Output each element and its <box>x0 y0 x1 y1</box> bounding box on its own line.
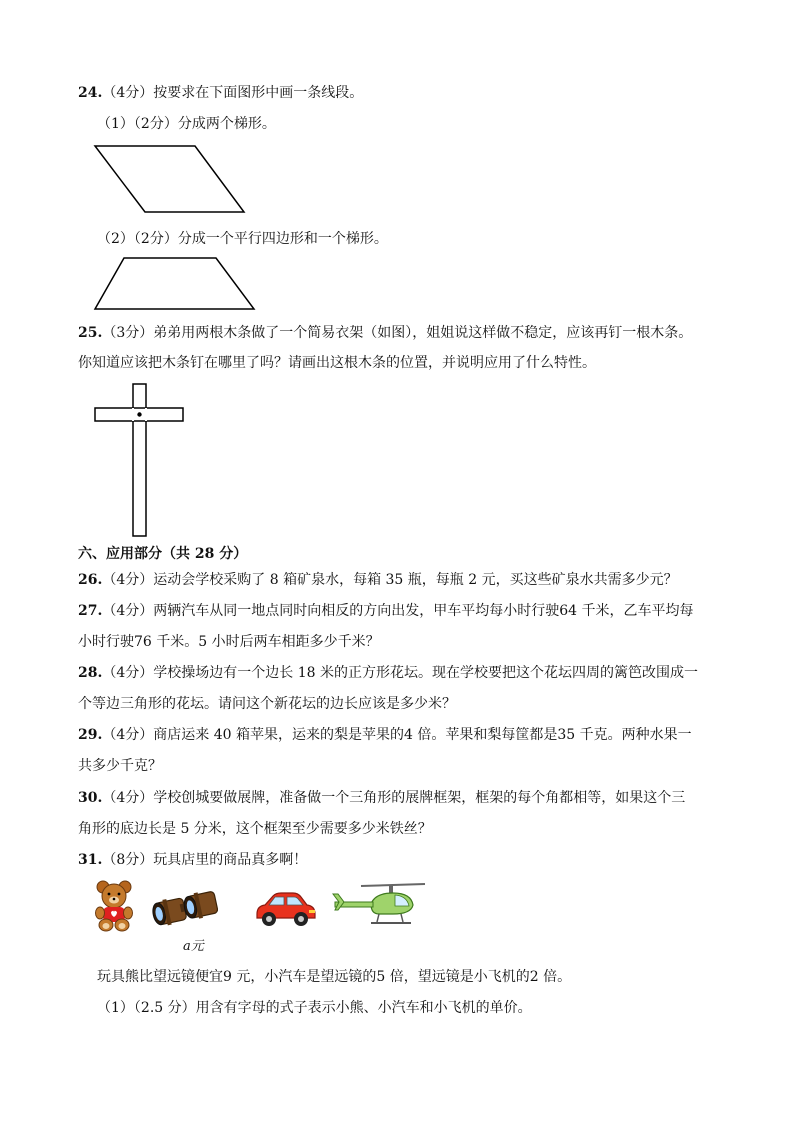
q31-sub1: （1）（2.5 分）用含有字母的式子表示小熊、小汽车和小飞机的单价。 <box>97 1000 532 1016</box>
q28-text2: 个等边三角形的花坛。请问这个新花坛的边长应该是多少米？ <box>78 696 456 712</box>
q28-stem-line1 <box>78 663 698 683</box>
q26-stem <box>78 570 678 590</box>
q25-number: 25. <box>78 325 103 341</box>
binoculars-icon <box>151 885 223 935</box>
q25-text1: （3分）弟弟用两根木条做了一个简易衣架（如图），姐姐说这样做不稳定，应该再钉一根木条。 <box>102 325 693 341</box>
q30-number: 30. <box>78 790 103 806</box>
q29-number: 29. <box>78 727 103 743</box>
section6-title: 六、应用部分（共 28 分） <box>78 546 248 562</box>
q24-sub2: （2）（2分）分成一个平行四边形和一个梯形。 <box>97 231 388 247</box>
q24-sub1: （1）（2分）分成两个梯形。 <box>97 116 276 132</box>
q31-number: 31. <box>78 852 103 868</box>
q30-text1: （4分）学校创城要做展牌，准备做一个三角形的展牌框架，框架的每个角都相等，如果这个三 <box>102 790 686 806</box>
q28-text1: （4分）学校操场边有一个边长 18 米的正方形花坛。现在学校要把这个花坛四周的篱笆改围成一 <box>102 665 698 681</box>
q27-text2: 小时行驶76 千米。5 小时后两车相距多少千米？ <box>78 634 380 650</box>
toy-car-icon <box>253 888 317 928</box>
q26-text: （4分）运动会学校采购了 8 箱矿泉水，每箱 35 瓶，每瓶 2 元，买这些矿泉水共需多少元？ <box>102 572 678 588</box>
q27-number: 27. <box>78 603 103 619</box>
q31-text: （8分）玩具店里的商品真多啊！ <box>102 852 308 868</box>
toy-helicopter-icon <box>331 880 427 932</box>
q29-text2: 共多少千克？ <box>78 758 162 774</box>
q28-number: 28. <box>78 665 103 681</box>
q27-stem-line1 <box>78 601 694 621</box>
q24-number: 24. <box>78 85 103 101</box>
q27-text1: （4分）两辆汽车从同一地点同时向相反的方向出发，甲车平均每小时行驶64 千米，乙车平均每 <box>102 603 694 619</box>
q29-stem-line1 <box>78 725 692 745</box>
q31-stem <box>78 850 307 870</box>
q25-text2: 你知道应该把木条钉在哪里了吗？请画出这根木条的位置，并说明应用了什么特性。 <box>78 355 596 371</box>
q31-desc: 玩具熊比望远镜便宜9 元，小汽车是望远镜的5 倍，望远镜是小飞机的2 倍。 <box>97 969 572 985</box>
q30-text2: 角形的底边长是 5 分米，这个框架至少需要多少米铁丝？ <box>78 821 432 837</box>
q30-stem-line1 <box>78 788 685 808</box>
q29-text1: （4分）商店运来 40 箱苹果，运来的梨是苹果的4 倍。苹果和梨每筐都是35 千克。两种水果一 <box>102 727 692 743</box>
teddy-bear-icon <box>94 880 134 932</box>
binoculars-price: a元 <box>183 939 204 954</box>
q26-number: 26. <box>78 572 103 588</box>
q24-text: （4分）按要求在下面图形中画一条线段。 <box>102 85 364 101</box>
